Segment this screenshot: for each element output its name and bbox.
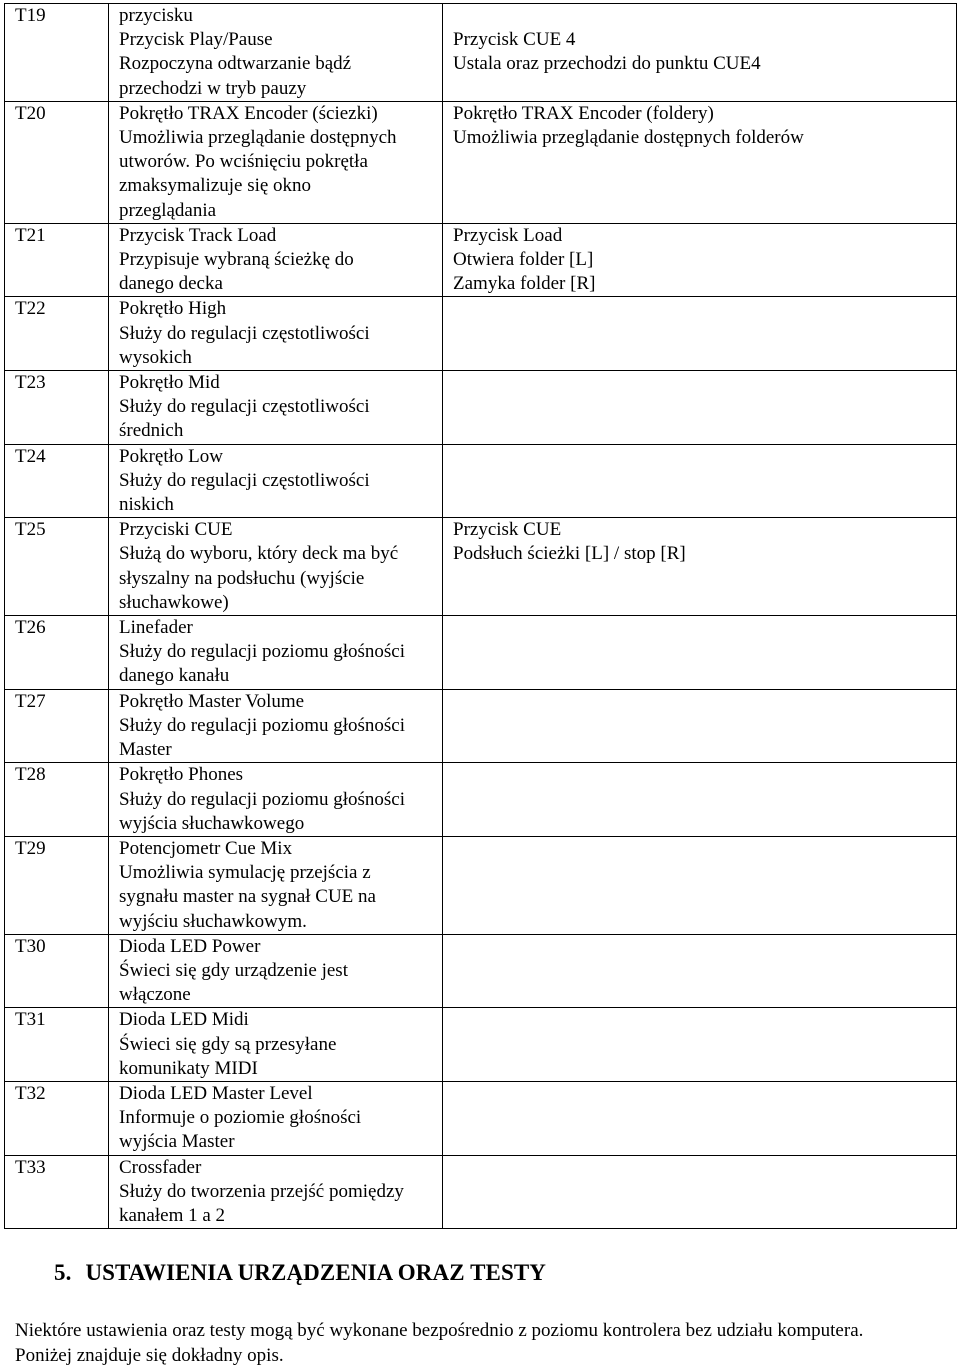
description-line: Służą do wyboru, który deck ma być: [119, 543, 399, 565]
description-line: Służy do regulacji częstotliwości: [119, 396, 370, 418]
row-alt-function: [443, 934, 957, 1008]
description-line: Umożliwia przeglądanie dostępnych: [119, 127, 397, 149]
description-line: Świeci się gdy urządzenie jest: [119, 959, 348, 981]
description-line: Pokrętło Low: [119, 445, 223, 467]
alt-function-line: Umożliwia przeglądanie dostępnych folderów: [453, 127, 804, 149]
row-code: T24: [5, 444, 109, 518]
row-code: T32: [5, 1081, 109, 1155]
row-description: [109, 1081, 443, 1155]
description-line: średnich: [119, 420, 184, 442]
table-row: [5, 616, 957, 690]
row-code: T28: [5, 763, 109, 837]
row-code: T19: [5, 4, 109, 102]
row-code: T22: [5, 297, 109, 371]
table-row: [5, 689, 957, 763]
section-title: USTAWIENIA URZĄDZENIA ORAZ TESTY: [85, 1260, 547, 1285]
description-line: Pokrętło Phones: [119, 764, 244, 786]
table-row: [5, 4, 957, 102]
row-code: T23: [5, 371, 109, 445]
alt-function-line: Ustala oraz przechodzi do punktu CUE4: [453, 53, 761, 75]
description-line: Służy do tworzenia przejść pomiędzy: [119, 1180, 404, 1202]
description-line: danego kanału: [119, 665, 230, 687]
row-alt-function: [443, 444, 957, 518]
description-line: Pokrętło Master Volume: [119, 690, 305, 712]
intro-line-1: Niektóre ustawienia oraz testy mogą być wykonane bezpośrednio z poziomu kontrolera bez udziału komputera.: [15, 1320, 864, 1341]
row-alt-function: [443, 4, 957, 102]
description-line: utworów. Po wciśnięciu pokrętła: [119, 151, 368, 173]
table-row: [5, 518, 957, 616]
row-description: [109, 297, 443, 371]
description-line: zmaksymalizuje się okno: [119, 175, 312, 197]
description-line: przechodzi w tryb pauzy: [119, 77, 307, 99]
description-line: włączone: [119, 984, 191, 1006]
intro-paragraph: [15, 1318, 955, 1368]
description-line: Służy do regulacji poziomu głośności: [119, 714, 406, 736]
description-line: komunikaty MIDI: [119, 1057, 258, 1079]
row-alt-function: [443, 836, 957, 934]
row-description: [109, 836, 443, 934]
description-line: kanałem 1 a 2: [119, 1204, 226, 1226]
row-description: [109, 4, 443, 102]
description-line: Crossfader: [119, 1156, 202, 1178]
row-description: [109, 101, 443, 223]
controls-table: [4, 3, 957, 1229]
row-description: [109, 934, 443, 1008]
row-description: [109, 689, 443, 763]
description-line: Służy do regulacji częstotliwości: [119, 322, 370, 344]
intro-line-2: Poniżej znajduje się dokładny opis.: [15, 1345, 284, 1366]
row-code: T25: [5, 518, 109, 616]
description-line: Pokrętło TRAX Encoder (ściezki): [119, 102, 378, 124]
description-line: niskich: [119, 494, 174, 516]
row-code: T29: [5, 836, 109, 934]
row-alt-function: [443, 763, 957, 837]
row-description: [109, 616, 443, 690]
description-line: Dioda LED Master Level: [119, 1082, 313, 1104]
table-row: [5, 836, 957, 934]
row-description: [109, 444, 443, 518]
table-row: [5, 101, 957, 223]
row-code: T27: [5, 689, 109, 763]
description-line: Master: [119, 739, 172, 761]
row-code: T26: [5, 616, 109, 690]
description-line: Pokrętło Mid: [119, 372, 220, 394]
description-line: Dioda LED Power: [119, 935, 261, 957]
row-alt-function: [443, 518, 957, 616]
table-row: [5, 371, 957, 445]
table-row: [5, 1155, 957, 1229]
description-line: Informuje o poziomie głośności: [119, 1107, 362, 1129]
table-row: [5, 1008, 957, 1082]
description-line: przeglądania: [119, 199, 217, 221]
section-heading: [54, 1260, 546, 1286]
row-description: [109, 763, 443, 837]
table-row: [5, 223, 957, 297]
description-line: słyszalny na podsłuchu (wyjście: [119, 567, 365, 589]
description-line: Świeci się gdy są przesyłane: [119, 1033, 337, 1055]
description-line: wyjścia słuchawkowego: [119, 812, 305, 834]
description-line: Przycisk Play/Pause: [119, 29, 273, 51]
row-code: T33: [5, 1155, 109, 1229]
row-code: T21: [5, 223, 109, 297]
row-description: [109, 1155, 443, 1229]
table-row: [5, 1081, 957, 1155]
row-code: T20: [5, 101, 109, 223]
table-row: [5, 444, 957, 518]
description-line: Służy do regulacji częstotliwości: [119, 469, 370, 491]
table-row: [5, 763, 957, 837]
alt-function-line: Otwiera folder [L]: [453, 249, 594, 271]
row-alt-function: [443, 1155, 957, 1229]
row-alt-function: [443, 1081, 957, 1155]
description-line: Linefader: [119, 617, 193, 639]
description-line: Dioda LED Midi: [119, 1009, 249, 1031]
row-alt-function: [443, 689, 957, 763]
alt-function-line: [453, 4, 956, 28]
alt-function-line: Pokrętło TRAX Encoder (foldery): [453, 102, 714, 124]
row-description: [109, 371, 443, 445]
row-alt-function: [443, 616, 957, 690]
description-line: wyjściu słuchawkowym.: [119, 910, 307, 932]
description-line: Służy do regulacji poziomu głośności: [119, 641, 406, 663]
row-description: [109, 223, 443, 297]
row-description: [109, 518, 443, 616]
alt-function-line: Przycisk Load: [453, 224, 563, 246]
description-line: sygnału master na sygnał CUE na: [119, 886, 376, 908]
row-alt-function: [443, 101, 957, 223]
description-line: Przypisuje wybraną ścieżkę do: [119, 249, 354, 271]
alt-function-line: Zamyka folder [R]: [453, 273, 596, 295]
description-line: przycisku: [119, 5, 193, 26]
description-line: wysokich: [119, 346, 192, 368]
alt-function-line: Przycisk CUE 4: [453, 29, 576, 51]
row-alt-function: [443, 1008, 957, 1082]
row-alt-function: [443, 371, 957, 445]
description-line: Pokrętło High: [119, 298, 227, 320]
alt-function-line: Podsłuch ścieżki [L] / stop [R]: [453, 543, 686, 565]
alt-function-line: Przycisk CUE: [453, 519, 562, 541]
description-line: Rozpoczyna odtwarzanie bądź: [119, 53, 352, 75]
row-code: T31: [5, 1008, 109, 1082]
table-row: [5, 934, 957, 1008]
row-alt-function: [443, 223, 957, 297]
table-row: [5, 297, 957, 371]
description-line: Przycisk Track Load: [119, 224, 277, 246]
description-line: Służy do regulacji poziomu głośności: [119, 788, 406, 810]
section-number: 5.: [54, 1260, 72, 1285]
description-line: Przyciski CUE: [119, 519, 233, 541]
description-line: wyjścia Master: [119, 1131, 235, 1153]
description-line: danego decka: [119, 273, 223, 295]
row-alt-function: [443, 297, 957, 371]
description-line: słuchawkowe): [119, 591, 229, 613]
row-code: T30: [5, 934, 109, 1008]
controls-table-body: [5, 4, 957, 1229]
row-description: [109, 1008, 443, 1082]
description-line: Umożliwia symulację przejścia z: [119, 862, 371, 884]
description-line: Potencjometr Cue Mix: [119, 837, 293, 859]
